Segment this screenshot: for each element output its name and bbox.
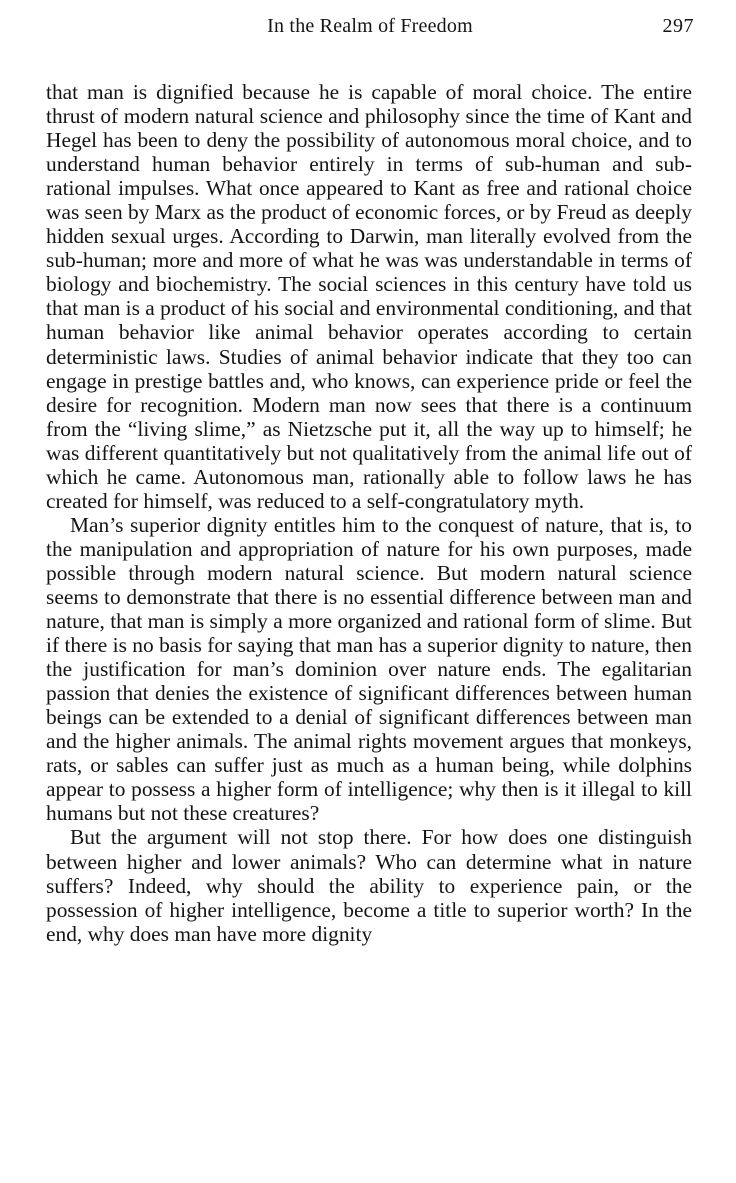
paragraph: that man is dignified because he is capable of moral choice. The entire thrust of modern natural science and philosophy since the time of Kant and Hegel has been to deny the possibility of autonomous moral choice, and to understand human behavior entirely in terms of sub-human and sub-rational impulses. What once appeared to Kant as free and rational choice was seen by Marx as the product of economic forces, or by Freud as deeply hidden sexual urges. According to Darwin, man literally evolved from the sub-human; more and more of what he was was understandable in terms of biology and biochemistry. The social sciences in this century have told us that man is a product of his social and environmental conditioning, and that human behavior like animal behavior operates according to certain deterministic laws. Studies of animal behavior indicate that they too can engage in prestige battles and, who knows, can experience pride or feel the desire for recognition. Modern man now sees that there is a continuum from the “living slime,” as Nietzsche put it, all the way up to himself; he was different quantitatively but not qualitatively from the animal life out of which he came. Autonomous man, rationally able to follow laws he has created for himself, was reduced to a self-congratulatory myth. [46, 80, 692, 513]
page-number: 297 [662, 15, 694, 37]
paragraph: But the argument will not stop there. For how does one distinguish between higher and lower animals? Who can determine what in nature suffers? Indeed, why should the ability to experience pain, or the possession of higher intelligence, become a title to superior worth? In the end, why does man have more dignity [46, 825, 692, 946]
paragraph: Man’s superior dignity entitles him to the conquest of nature, that is, to the manipulation and appropriation of nature for his own purposes, made possible through modern natural science. But modern natural science seems to demonstrate that there is no essential difference between man and nature, that man is simply a more organized and rational form of slime. But if there is no basis for saying that man has a superior dignity to nature, then the justification for man’s dominion over nature ends. The egalitarian passion that denies the existence of significant differences between human beings can be extended to a denial of significant differences between man and the higher animals. The animal rights movement argues that monkeys, rats, or sables can suffer just as much as a human being, while dolphins appear to possess a higher form of intelligence; why then is it illegal to kill humans but not these creatures? [46, 512, 692, 826]
body-text [46, 80, 692, 946]
running-head: In the Realm of Freedom [267, 15, 473, 37]
page-header [46, 8, 694, 44]
